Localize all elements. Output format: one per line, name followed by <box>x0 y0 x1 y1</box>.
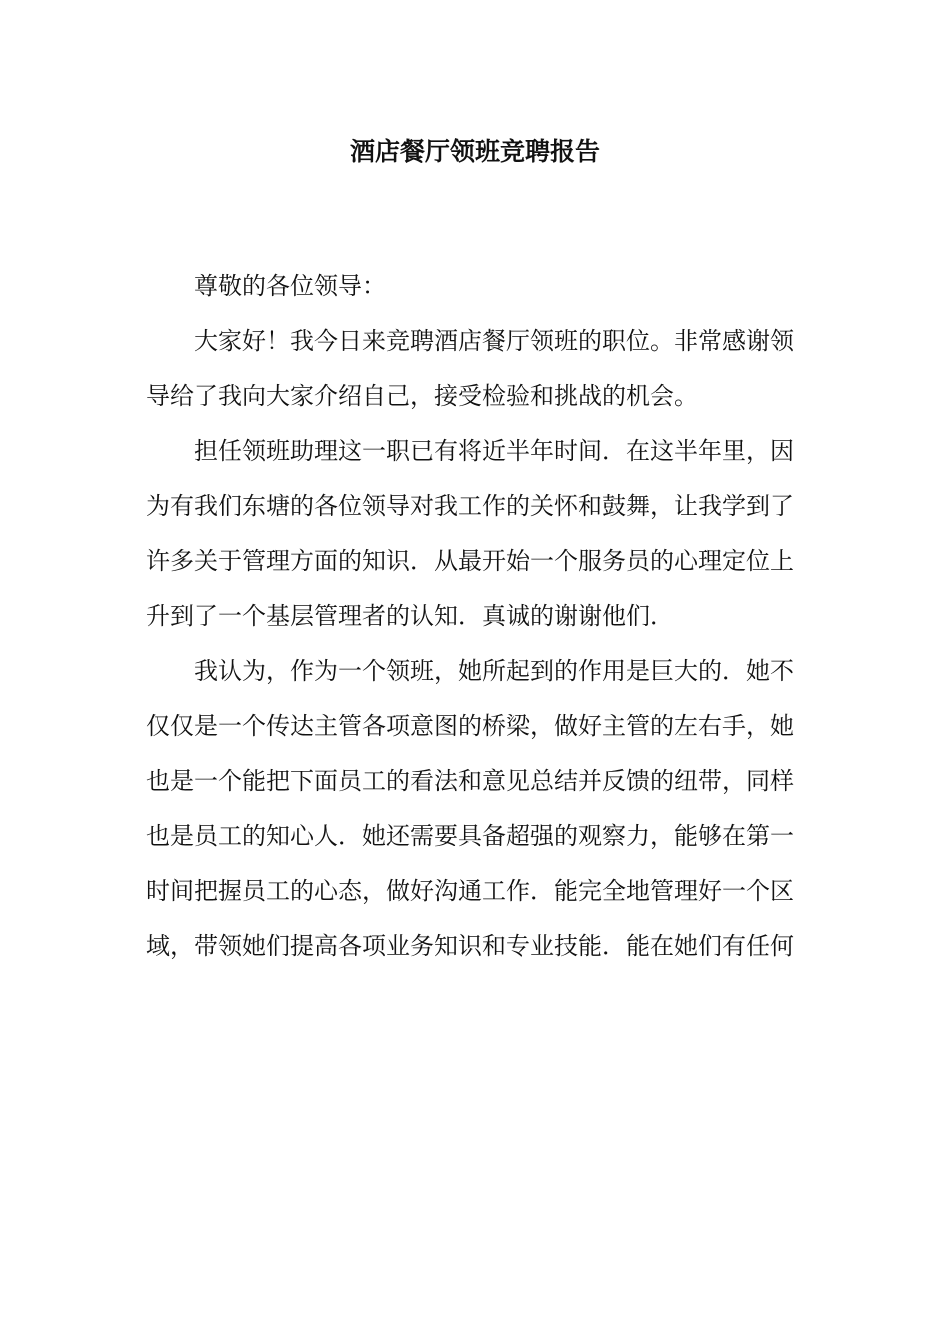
paragraph-line: 域，带领她们提高各项业务知识和专业技能．能在她们有任何 <box>146 932 794 960</box>
paragraph-line: 担任领班助理这一职已有将近半年时间．在这半年里，因 <box>194 437 794 465</box>
salutation-line: 尊敬的各位领导： <box>194 272 386 300</box>
paragraph-line: 我认为，作为一个领班，她所起到的作用是巨大的．她不 <box>194 657 794 685</box>
document-title: 酒店餐厅领班竞聘报告 <box>349 137 600 166</box>
paragraph-line: 也是一个能把下面员工的看法和意见总结并反馈的纽带，同样 <box>146 767 794 795</box>
paragraph-line: 大家好！我今日来竞聘酒店餐厅领班的职位。非常感谢领 <box>194 327 794 355</box>
paragraph-line: 升到了一个基层管理者的认知．真诚的谢谢他们． <box>146 602 674 630</box>
paragraph-line: 为有我们东塘的各位领导对我工作的关怀和鼓舞，让我学到了 <box>146 492 794 520</box>
paragraph-line: 时间把握员工的心态，做好沟通工作．能完全地管理好一个区 <box>146 877 794 905</box>
paragraph-line: 许多关于管理方面的知识．从最开始一个服务员的心理定位上 <box>146 547 794 575</box>
paragraph-line: 也是员工的知心人．她还需要具备超强的观察力，能够在第一 <box>146 822 794 850</box>
paragraph-line: 仅仅是一个传达主管各项意图的桥梁，做好主管的左右手，她 <box>146 712 794 740</box>
paragraph-line: 导给了我向大家介绍自己，接受检验和挑战的机会。 <box>146 382 698 410</box>
document-body <box>146 259 806 974</box>
